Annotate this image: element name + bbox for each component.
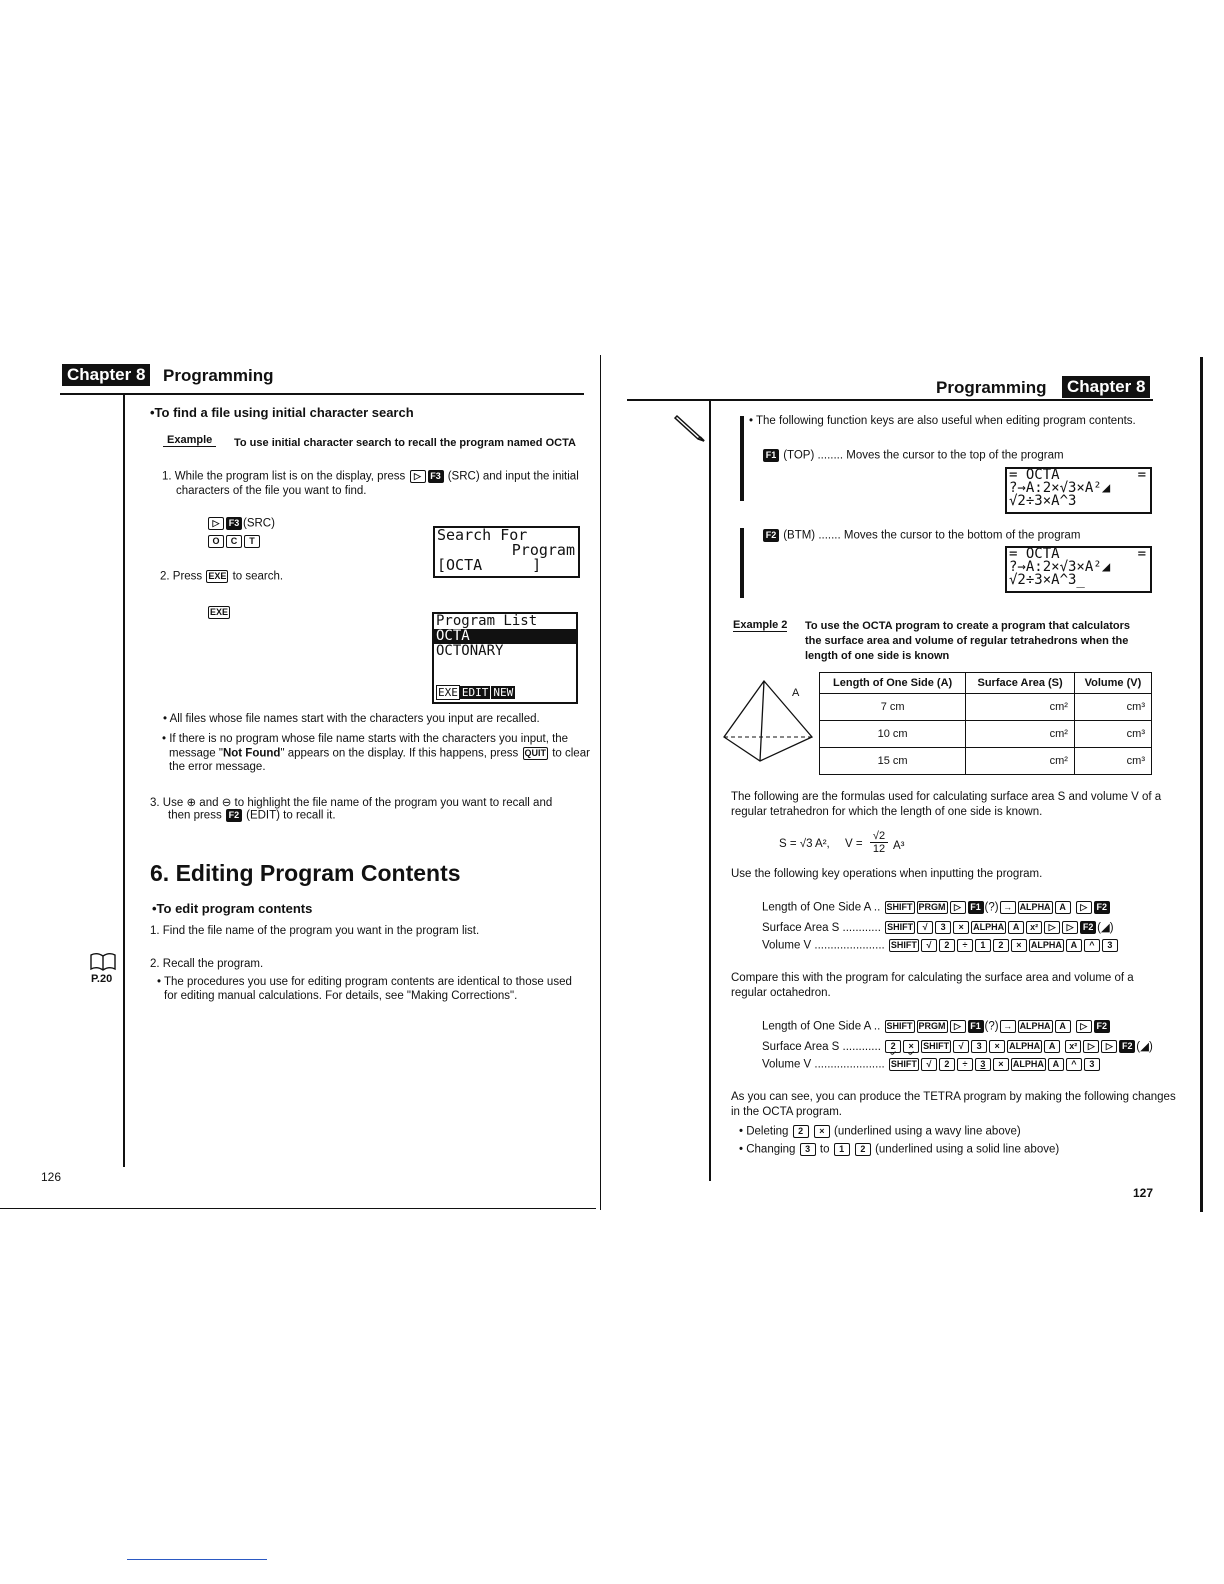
- f1-desc: F1 (TOP) ........ Moves the cursor to the top of the program: [762, 449, 1064, 462]
- right-arrow-key: ▷: [410, 470, 426, 483]
- screen-line: [OCTA ]: [437, 556, 542, 574]
- soft-key: EXE: [438, 686, 458, 699]
- table-cell: cm³: [1074, 721, 1151, 748]
- bullet-2-line1: • If there is no program whose file name starts with the characters you input, the: [162, 733, 569, 745]
- header-rule: [627, 399, 1153, 401]
- screen-line: √2÷3×A^3: [1009, 493, 1077, 509]
- screen-line: ?→A:2×√3×A²◢: [1009, 480, 1111, 496]
- example-text: To use initial character search to recall the program named OCTA: [234, 437, 576, 449]
- header-title: Programming: [163, 366, 274, 385]
- intro: • The following function keys are also useful when editing program contents.: [749, 415, 1136, 427]
- table-cell: cm²: [966, 748, 1075, 775]
- margin-ref: P.20: [91, 973, 113, 985]
- ops2-length: Length of One Side A .. SHIFT PRGM ▷ F1 (?) → ALPHA A ▷ F2: [762, 1020, 1111, 1033]
- screen-line: √2÷3×A^3_: [1009, 572, 1085, 588]
- margin-rule: [123, 395, 125, 1167]
- bullet-1: • All files whose file names start with the characters you input are recalled.: [163, 713, 540, 725]
- formula-v-lhs: V =: [845, 838, 863, 850]
- program-list-screen: [432, 612, 578, 704]
- f3-key: F3: [428, 470, 444, 483]
- example-label: Example: [163, 434, 216, 447]
- header-title: Programming: [936, 378, 1047, 397]
- table-cell: cm³: [1074, 694, 1151, 721]
- ops2-surface: Surface Area S ............ 2 × SHIFT √ 3 × ALPHA A x² ▷ ▷ F2 (◢): [762, 1041, 1153, 1053]
- table-header: Length of One Side (A): [820, 673, 966, 694]
- step2: 2. Press EXE to search.: [160, 570, 284, 583]
- tetrahedron-figure: [722, 677, 822, 772]
- soft-key: NEW: [493, 686, 514, 699]
- search-for-screen: [433, 526, 580, 578]
- table-cell: cm²: [966, 694, 1075, 721]
- delete-line: • Deleting 2 × (underlined using a wavy line above): [739, 1125, 1021, 1138]
- screen-top: [1005, 467, 1152, 514]
- fraction-num: √2: [870, 830, 888, 843]
- src-keys: ▷ F3 (SRC): [207, 517, 275, 530]
- edit-bullet-line1: • The procedures you use for editing program contents are identical to those used: [157, 976, 572, 988]
- formula-intro-line2: regular tetrahedron for which the length of one side is known.: [731, 806, 1043, 818]
- screen-line: = OCTA =: [1009, 546, 1146, 562]
- edit-step2: 2. Recall the program.: [150, 958, 264, 970]
- step3-line1: 3. Use ⊕ and ⊖ to highlight the file name of the program you want to recall and: [150, 797, 553, 809]
- step1-line1: 1. While the program list is on the display, press ▷ F3 (SRC) and input the initial: [162, 470, 579, 483]
- ops1-length: Length of One Side A .. SHIFT PRGM ▷ F1 (?) → ALPHA A ▷ F2: [762, 901, 1111, 914]
- table-row: [820, 721, 1152, 748]
- screen-line: Search For: [437, 526, 528, 544]
- example2-line: the surface area and volume of regular tetrahedrons when the: [805, 635, 1129, 647]
- screen-line: ?→A:2×√3×A²◢: [1009, 559, 1111, 575]
- note-bar: [740, 528, 744, 598]
- soft-key: EDIT: [461, 686, 489, 699]
- page-number: 127: [1133, 1186, 1154, 1200]
- note-bar: [740, 416, 744, 501]
- table-cell: 10 cm: [820, 721, 966, 748]
- formula-s: S = √3 A²,: [779, 838, 830, 850]
- edit-heading: •To edit program contents: [152, 901, 313, 916]
- compare-line2: regular octahedron.: [731, 987, 831, 999]
- table-header-row: [820, 673, 1152, 694]
- otc-keys: O C T: [207, 535, 261, 548]
- section-heading: •To find a file using initial character search: [150, 405, 414, 420]
- chapter-badge: Chapter 8: [62, 364, 150, 386]
- step3-line2: then press F2 (EDIT) to recall it.: [168, 809, 336, 822]
- table-header: Volume (V): [1074, 673, 1151, 694]
- formula-intro-line1: The following are the formulas used for calculating surface area S and volume V of a: [731, 791, 1162, 803]
- example2-line: To use the OCTA program to create a program that calculators: [805, 620, 1130, 632]
- change-line: • Changing 3 to 1 2 (underlined using a solid line above): [739, 1143, 1060, 1156]
- down-cursor-icon: ⊖: [221, 797, 232, 809]
- ops1-surface: Surface Area S ............ SHIFT √ 3 × ALPHA A x² ▷ ▷ F2 (◢): [762, 922, 1114, 934]
- soft-key-row: [436, 685, 515, 700]
- f2-desc: F2 (BTM) ....... Moves the cursor to the bottom of the program: [762, 529, 1080, 542]
- ops1-volume: Volume V ...................... SHIFT √ 2 ÷ 1 2 × ALPHA A ^ 3: [762, 939, 1119, 952]
- as-you-line2: in the OCTA program.: [731, 1106, 842, 1118]
- compare-line1: Compare this with the program for calculating the surface area and volume of a: [731, 972, 1134, 984]
- page-number: 126: [41, 1170, 62, 1184]
- example2-text: [805, 619, 1130, 664]
- screen-line: Program: [511, 541, 575, 559]
- step1-line2: characters of the file you want to find.: [176, 485, 367, 497]
- formula-v-fraction: [870, 830, 888, 855]
- screen-title: Program List: [436, 613, 538, 629]
- table-cell: cm³: [1074, 748, 1151, 775]
- screen-btm: [1005, 546, 1152, 593]
- example2-line: length of one side is known: [805, 650, 950, 662]
- bullet-2-line2: message "Not Found" appears on the display. If this happens, press QUIT to clear: [169, 747, 590, 760]
- margin-rule: [709, 401, 711, 1181]
- key-ops-intro: Use the following key operations when inputting the program.: [731, 868, 1043, 880]
- bullet-2-line3: the error message.: [169, 761, 266, 773]
- table-row: [820, 694, 1152, 721]
- tetra-label: A: [792, 687, 800, 699]
- footer-link-line: [127, 1559, 267, 1560]
- ops2-volume: Volume V ...................... SHIFT √ 2 ÷ 3 × ALPHA A ^ 3: [762, 1058, 1101, 1071]
- edit-bullet-line2: for editing manual calculations. For details, see "Making Corrections".: [164, 990, 518, 1002]
- table-cell: cm²: [966, 721, 1075, 748]
- fraction-den: 12: [872, 843, 886, 855]
- chapter-badge: Chapter 8: [1062, 376, 1150, 398]
- big-heading: 6. Editing Program Contents: [150, 860, 461, 886]
- table-cell: 15 cm: [820, 748, 966, 775]
- example2-label: Example 2: [733, 619, 788, 631]
- screen-line: = OCTA =: [1009, 467, 1146, 483]
- list-item: OCTONARY: [436, 643, 504, 659]
- page-edge: [1200, 357, 1203, 1212]
- up-cursor-icon: ⊕: [186, 797, 197, 809]
- bottom-rule: [0, 1208, 596, 1209]
- spine-line: [600, 355, 601, 1210]
- list-item-selected: OCTA: [434, 629, 576, 644]
- as-you-line1: As you can see, you can produce the TETRA program by making the following changes: [731, 1091, 1176, 1103]
- header-rule: [60, 393, 584, 395]
- exe-key-hint: EXE: [210, 607, 229, 618]
- table-row: [820, 748, 1152, 775]
- table-cell: 7 cm: [820, 694, 966, 721]
- formula-v-rhs: A³: [893, 840, 905, 852]
- volume-table: [819, 672, 1152, 775]
- pencil-icon: [674, 413, 708, 448]
- table-header: Surface Area (S): [966, 673, 1075, 694]
- edit-step1: 1. Find the file name of the program you want in the program list.: [150, 925, 480, 937]
